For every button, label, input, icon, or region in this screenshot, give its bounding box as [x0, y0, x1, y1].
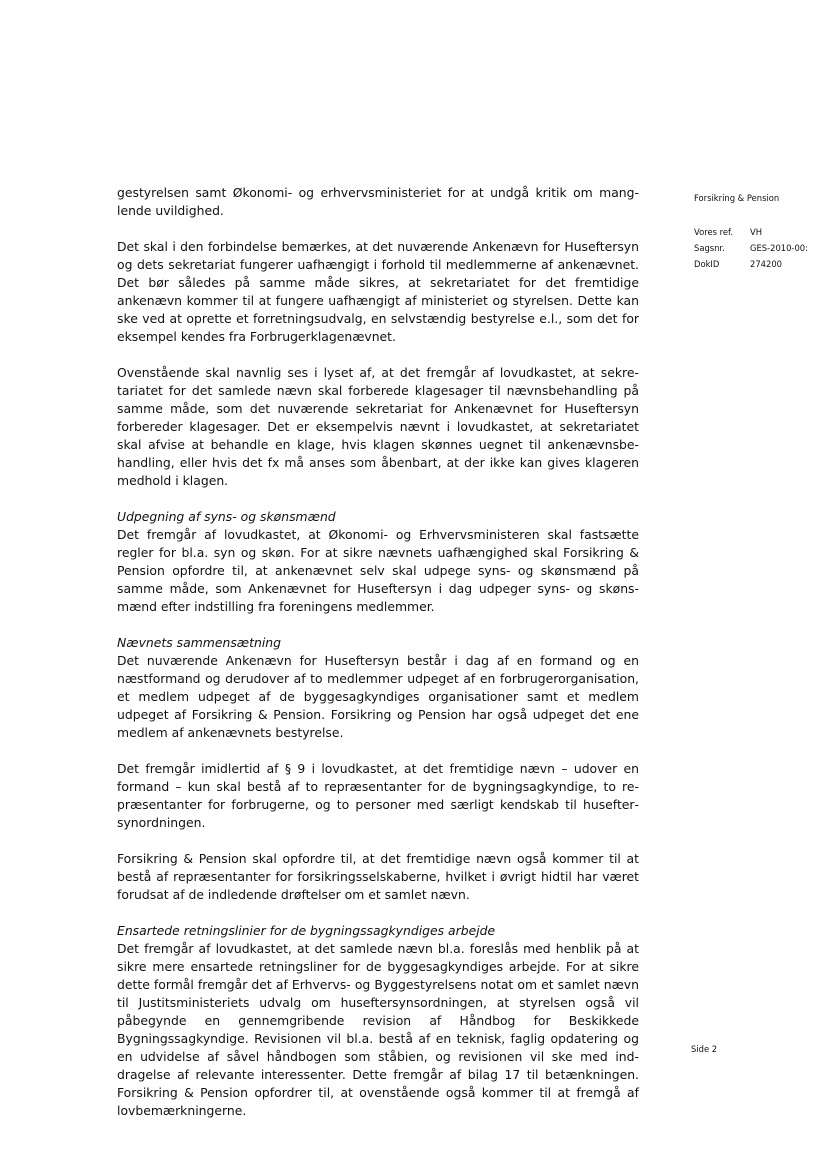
paragraph: Ovenstående skal navnlig ses i lyset af, at det fremgår af lovudkastet, at sekretariatet for det samlede nævn skal forberede klagesager til nævnsbehandling på samme måde, som det nuværende sekretariat for Ankenævnet for Huseftersyn forbereder klagesager. Det er eksempelvis nævnt i lovudkastet, at sekretariatet skal afvise at behandle en klage, hvis klagen skønnes uegnet til ankenævnsbehandling, eller hvis det fx må anses som åbenbart, at der ikke kan gives klageren medhold i klagen.	[117, 365, 639, 488]
reference-row	[694, 224, 826, 240]
sender-name: Forsikring & Pension	[694, 193, 780, 203]
reference-row	[694, 240, 826, 256]
reference-label: Vores ref.	[694, 227, 734, 237]
reference-value: GES-2010-00:	[750, 243, 808, 253]
paragraph: Det skal i den forbindelse bemærkes, at det nuværende Ankenævn for Huseftersyn og dets sekretariat fungerer uafhængigt i forhold til medlemmerne af ankenævnet. Det bør således på samme måde sikres, at sekretariatet for det fremtidige ankenævn kommer til at fungere uafhængigt af ministeriet og styrelsen. Dette kan ske ved at oprette et forretningsudvalg, en selvstændig bestyrelse e.l., som det for eksempel kendes fra Forbrugerklagenævnet.	[117, 239, 639, 344]
paragraph: Det fremgår imidlertid af § 9 i lovudkastet, at det fremtidige nævn – udover en formand – kun skal bestå af to repræsentanter for de bygningsagkyndige, to repræsentanter for forbrugerne, og to personer med særligt kendskab til huseftersynordningen.	[117, 761, 639, 830]
reference-label: Sagsnr.	[694, 243, 725, 253]
paragraph: gestyrelsen samt Økonomi- og erhvervsministeriet for at undgå kritik om manglende uvildighed.	[117, 185, 639, 218]
reference-value: 274200	[750, 259, 782, 269]
sender-sidebar	[694, 190, 826, 272]
document-body	[117, 184, 639, 1138]
reference-value: VH	[750, 227, 763, 237]
paragraph: Det nuværende Ankenævn for Huseftersyn består i dag af en formand og en næstformand og derudover af to medlemmer udpeget af en forbrugerorganisation, et medlem udpeget af de byggesagkyndiges organisationer samt et medlem udpeget af Forsikring & Pension. Forsikring og Pension har også udpeget det ene medlem af ankenævnets bestyrelse.	[117, 653, 639, 740]
reference-row	[694, 256, 826, 272]
section-heading: Ensartede retningslinier for de bygningssagkyndiges arbejde	[117, 923, 496, 938]
section-heading: Udpegning af syns- og skønsmænd	[117, 509, 336, 524]
paragraph: Det fremgår af lovudkastet, at det samlede nævn bl.a. foreslås med henblik på at sikre mere ensartede retningsliner for de byggesagkyndiges arbejde. For at sikre dette formål fremgår det af Erhvervs- og Byggestyrelsens notat om et samlet nævn til Justitsministeriets udvalg om huseftersynsordningen, at styrelsen også vil påbegynde en gennemgribende revision af Håndbog for Beskikkede Bygningssagkyndige. Revisionen vil bl.a. bestå af en teknisk, faglig opdatering og en udvidelse af såvel håndbogen som ståbien, og revisionen vil ske med inddragelse af relevante interessenter. Dette fremgår af bilag 17 til betænkningen. Forsikring & Pension opfordrer til, at ovenstående også kommer til at fremgå af lovbemærkningerne.	[117, 941, 639, 1118]
page-number: Side 2	[691, 1044, 718, 1054]
reference-label: DokID	[694, 259, 720, 269]
paragraph: Det fremgår af lovudkastet, at Økonomi- og Erhvervsministeren skal fastsætte regler for bl.a. syn og skøn. For at sikre nævnets uafhængighed skal Forsikring & Pension opfordre til, at ankenævnet selv skal udpege syns- og skønsmænd på samme måde, som Ankenævnet for Huseftersyn i dag udpeger syns- og skønsmænd efter indstilling fra foreningens medlemmer.	[117, 527, 639, 614]
paragraph: Forsikring & Pension skal opfordre til, at det fremtidige nævn også kommer til at bestå af repræsentanter for forsikringsselskaberne, hvilket i øvrigt hidtil har været forudsat af de indledende drøftelser om et samlet nævn.	[117, 851, 639, 902]
section-heading: Nævnets sammensætning	[117, 635, 281, 650]
